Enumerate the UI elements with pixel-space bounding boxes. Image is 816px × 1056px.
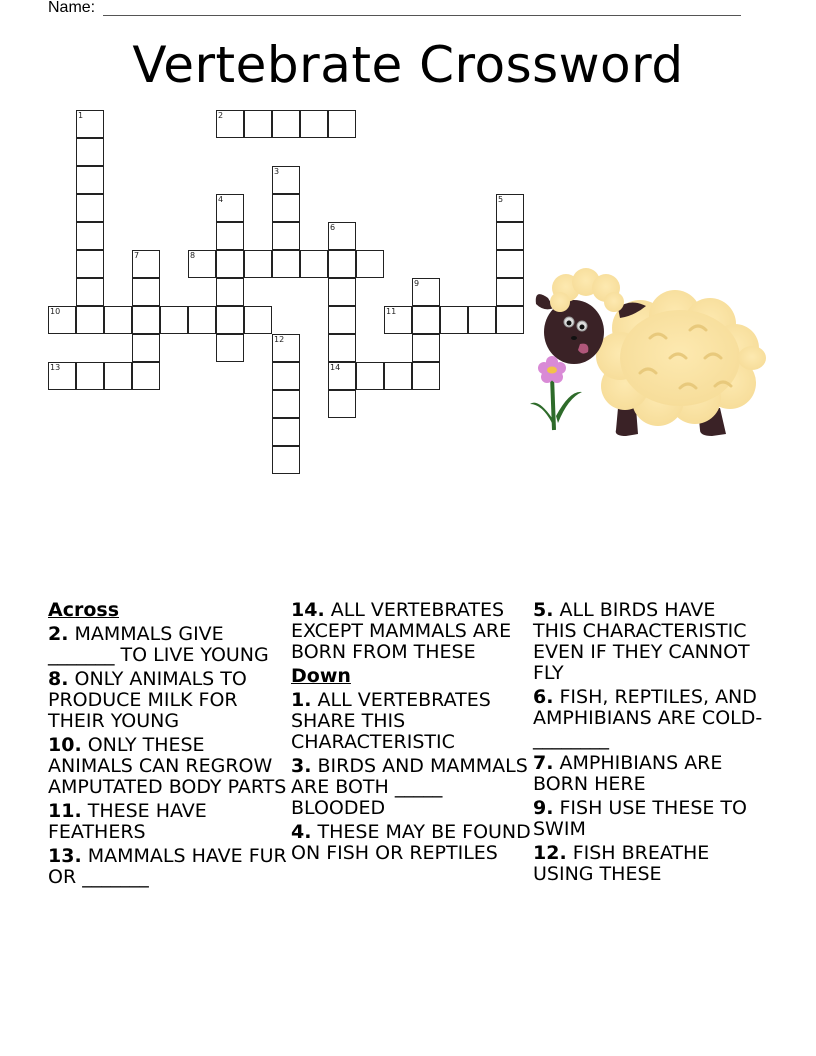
crossword-cell[interactable] [216, 194, 244, 222]
clue-down-5 [533, 600, 763, 684]
cell-number: 1 [78, 111, 84, 120]
crossword-cell[interactable] [160, 306, 188, 334]
crossword-cell[interactable] [76, 278, 104, 306]
clues-column-3 [533, 600, 763, 888]
crossword-cell[interactable] [216, 306, 244, 334]
crossword-cell[interactable] [188, 250, 216, 278]
clue-down-4 [291, 822, 531, 864]
crossword-cell[interactable] [328, 250, 356, 278]
crossword-cell[interactable] [496, 250, 524, 278]
crossword-cell[interactable] [76, 166, 104, 194]
crossword-cell[interactable] [300, 110, 328, 138]
crossword-cell[interactable] [216, 110, 244, 138]
name-input-line[interactable] [103, 15, 741, 16]
clue-across-11 [48, 801, 288, 843]
crossword-cell[interactable] [188, 306, 216, 334]
crossword-cell[interactable] [76, 306, 104, 334]
crossword-cell[interactable] [384, 306, 412, 334]
clue-down-3 [291, 756, 531, 819]
clue-text: THESE HAVE FEATHERS [48, 800, 207, 843]
crossword-cell[interactable] [76, 194, 104, 222]
crossword-cell[interactable] [272, 334, 300, 362]
clue-text: FISH BREATHE USING THESE [533, 842, 710, 885]
crossword-cell[interactable] [384, 362, 412, 390]
crossword-cell[interactable] [216, 222, 244, 250]
crossword-cell[interactable] [272, 166, 300, 194]
crossword-cell[interactable] [468, 306, 496, 334]
clue-number: 3. [291, 755, 312, 777]
crossword-cell[interactable] [216, 334, 244, 362]
clue-across-8 [48, 669, 288, 732]
cell-number: 7 [134, 251, 140, 260]
clue-number: 10. [48, 734, 82, 756]
clue-number: 14. [291, 599, 325, 621]
crossword-cell[interactable] [496, 222, 524, 250]
crossword-cell[interactable] [104, 362, 132, 390]
clue-text: FISH, REPTILES, AND AMPHIBIANS ARE COLD-________ [533, 686, 763, 750]
crossword-cell[interactable] [244, 250, 272, 278]
crossword-cell[interactable] [48, 362, 76, 390]
crossword-cell[interactable] [272, 110, 300, 138]
crossword-cell[interactable] [272, 250, 300, 278]
crossword-cell[interactable] [76, 250, 104, 278]
down-heading: Down [291, 665, 351, 687]
cell-number: 8 [190, 251, 196, 260]
cell-number: 14 [330, 363, 341, 372]
crossword-cell[interactable] [76, 110, 104, 138]
crossword-cell[interactable] [132, 334, 160, 362]
crossword-cell[interactable] [104, 306, 132, 334]
crossword-cell[interactable] [412, 334, 440, 362]
clue-number: 8. [48, 668, 69, 690]
clue-number: 13. [48, 845, 82, 867]
crossword-cell[interactable] [244, 306, 272, 334]
crossword-cell[interactable] [216, 250, 244, 278]
cell-number: 11 [386, 307, 397, 316]
crossword-cell[interactable] [412, 278, 440, 306]
cell-number: 4 [218, 195, 224, 204]
clue-text: ALL VERTEBRATES SHARE THIS CHARACTERISTIC [291, 689, 491, 753]
crossword-cell[interactable] [272, 446, 300, 474]
clue-down-7 [533, 753, 763, 795]
crossword-cell[interactable] [328, 390, 356, 418]
cell-number: 2 [218, 111, 224, 120]
crossword-cell[interactable] [272, 390, 300, 418]
clue-number: 7. [533, 752, 554, 774]
cell-number: 12 [274, 335, 285, 344]
crossword-cell[interactable] [328, 306, 356, 334]
cell-number: 10 [50, 307, 61, 316]
clue-text: ALL VERTEBRATES EXCEPT MAMMALS ARE BORN FROM THESE [291, 599, 512, 663]
crossword-cell[interactable] [76, 222, 104, 250]
crossword-cell[interactable] [272, 194, 300, 222]
crossword-cell[interactable] [412, 306, 440, 334]
clue-across-10 [48, 735, 288, 798]
crossword-cell[interactable] [76, 362, 104, 390]
clue-number: 9. [533, 797, 554, 819]
crossword-cell[interactable] [356, 250, 384, 278]
crossword-cell[interactable] [496, 278, 524, 306]
cell-number: 6 [330, 223, 336, 232]
cell-number: 9 [414, 279, 420, 288]
crossword-cell[interactable] [244, 110, 272, 138]
crossword-cell[interactable] [328, 278, 356, 306]
crossword-cell[interactable] [76, 138, 104, 166]
clue-text: AMPHIBIANS ARE BORN HERE [533, 752, 723, 795]
crossword-cell[interactable] [216, 278, 244, 306]
name-label: Name: [48, 0, 96, 16]
crossword-cell[interactable] [272, 418, 300, 446]
crossword-cell[interactable] [132, 278, 160, 306]
clues-column-1 [48, 600, 288, 891]
clue-down-12 [533, 843, 763, 885]
clue-text: ALL BIRDS HAVE THIS CHARACTERISTIC EVEN IF THEY CANNOT FLY [533, 599, 750, 684]
crossword-cell[interactable] [356, 362, 384, 390]
clue-across-13 [48, 846, 288, 888]
clues-column-2 [291, 600, 531, 867]
crossword-cell[interactable] [272, 362, 300, 390]
clue-number: 4. [291, 821, 312, 843]
clue-across-2 [48, 624, 288, 666]
clue-text: FISH USE THESE TO SWIM [533, 797, 747, 840]
clue-down-1 [291, 690, 531, 753]
crossword-cell[interactable] [132, 362, 160, 390]
clue-number: 5. [533, 599, 554, 621]
crossword-cell[interactable] [328, 222, 356, 250]
clue-text: MAMMALS HAVE FUR OR _______ [48, 845, 287, 888]
crossword-cell[interactable] [328, 362, 356, 390]
crossword-cell[interactable] [496, 306, 524, 334]
crossword-cell[interactable] [272, 222, 300, 250]
crossword-cell[interactable] [496, 194, 524, 222]
crossword-cell[interactable] [132, 306, 160, 334]
across-heading: Across [48, 599, 120, 621]
sheep-with-flower-icon [530, 258, 770, 443]
cell-number: 3 [274, 167, 280, 176]
page-title: Vertebrate Crossword [132, 36, 684, 94]
clue-down-9 [533, 798, 763, 840]
crossword-cell[interactable] [412, 362, 440, 390]
clue-text: MAMMALS GIVE _______ TO LIVE YOUNG [48, 623, 269, 666]
crossword-cell[interactable] [300, 250, 328, 278]
cell-number: 5 [498, 195, 504, 204]
clue-number: 2. [48, 623, 69, 645]
crossword-cell[interactable] [132, 250, 160, 278]
crossword-cell[interactable] [440, 306, 468, 334]
crossword-cell[interactable] [48, 306, 76, 334]
clue-across-14 [291, 600, 531, 663]
crossword-cell[interactable] [328, 334, 356, 362]
crossword-cell[interactable] [328, 110, 356, 138]
clue-number: 12. [533, 842, 567, 864]
clue-text: BIRDS AND MAMMALS ARE BOTH _____ BLOODED [291, 755, 528, 819]
clue-text: ONLY ANIMALS TO PRODUCE MILK FOR THEIR YOUNG [48, 668, 247, 732]
cell-number: 13 [50, 363, 61, 372]
clue-down-6 [533, 687, 763, 750]
clue-number: 6. [533, 686, 554, 708]
clue-number: 11. [48, 800, 82, 822]
clue-text: THESE MAY BE FOUND ON FISH OR REPTILES [291, 821, 531, 864]
clue-text: ONLY THESE ANIMALS CAN REGROW AMPUTATED BODY PARTS [48, 734, 287, 798]
clue-number: 1. [291, 689, 312, 711]
